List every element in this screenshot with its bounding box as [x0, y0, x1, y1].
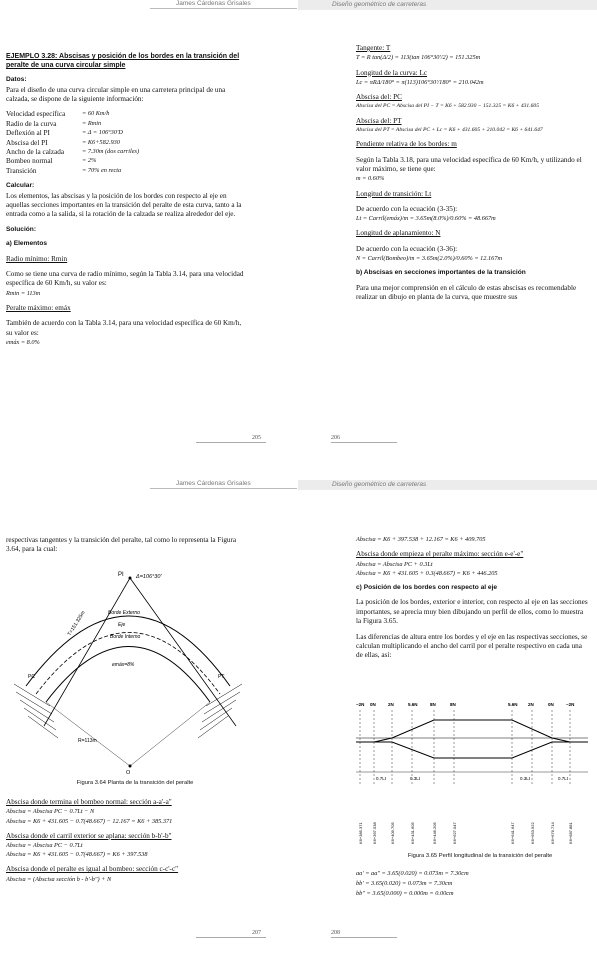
- section-b-paragraph: Para una mejor comprensión en el cálculo de estas abscisas es recomendable realizar un dibujo en planta de la curva, que muestre sus: [356, 283, 577, 302]
- section-a-formula-1: Abscisa = Abscisa PC − 0.7Lt − N: [6, 808, 95, 816]
- pc-formula: Abscisa del PC = Abscisa del PI − T = K6 + 582.930 − 151.325 = K6 + 431.605: [356, 103, 539, 110]
- figure-3-65-caption: Figura 3.65 Perfil longitudinal de la transición del peralte: [407, 853, 553, 859]
- datos-list: [6, 110, 246, 176]
- label-pi: PI: [118, 572, 124, 578]
- spread-bottom: [0, 480, 597, 960]
- section-e-formula-2: Abscisa = K6 + 431.605 + 0.3(48.667) = K6 + 446.205: [356, 569, 498, 577]
- section-b-heading: Abscisa donde el carril exterior se aplana: sección b-b'-b": [6, 831, 172, 840]
- footer-rule-left: [196, 442, 266, 443]
- abscisa-label: K6+627.047: [452, 822, 457, 844]
- header-author: James Cárdenas Grisales: [176, 0, 251, 7]
- pt-formula: Abscisa del PT = Abscisa del PC + Lc = K6 + 431.605 + 210.042 = K6 + 641.647: [356, 127, 543, 134]
- dato-row: Ancho de la calzada = 7.30m (dos carriles): [6, 147, 140, 156]
- pt-heading: Abscisa del: PT: [356, 116, 402, 125]
- header-book: Diseño geométrico de carreteras: [332, 1, 427, 8]
- aplanamiento-formula: N = Carril(Bombeo)/m = 3.65m(2.0%)/0.60% = 12.167m: [356, 255, 503, 263]
- equation-bb2: bb" = 3.65(0.000) = 0.000m = 0.00cm: [356, 890, 454, 898]
- radius-right: [130, 702, 210, 766]
- abscisa-label: K6+676.714: [550, 822, 555, 844]
- calcular-heading: Calcular:: [6, 181, 35, 189]
- header-rule-left: [150, 8, 297, 9]
- label-emax: emáx=8%: [112, 662, 135, 668]
- dato-row: Deflexión al PI = Δ = 106°30'D: [6, 129, 123, 138]
- longitud-curva-heading: Longitud de la curva: Lc: [356, 68, 428, 77]
- radio-paragraph: Como se tiene una curva de radio mínimo, según la Tabla 3.14, para una velocidad específica de 60 Km/h, su valor es:: [6, 270, 244, 288]
- dato-row: Radio de la curva = Rmin: [6, 119, 102, 128]
- outer-edge-profile: [356, 720, 588, 742]
- hatching-right: [198, 684, 242, 738]
- page-206-column: [356, 44, 590, 309]
- profile-figure: [352, 698, 592, 848]
- section-c-formula-2: Abscisa = K6 + 397.538 + 12.167 = K6 + 409.705: [356, 536, 486, 543]
- radius-left: [46, 702, 130, 766]
- section-a-formula-2: Abscisa = K6 + 431.605 − 0.7(48.667) − 12.167 = K6 + 385.371: [6, 817, 173, 825]
- center-point: [129, 765, 132, 768]
- peralte-formula: emáx = 8.0%: [6, 339, 40, 347]
- dato-row: Velocidad específica = 60 Km/h: [6, 110, 110, 119]
- datos-paragraph: Para el diseño de una curva circular simple en una carretera principal de una calzada, se dispone de la siguiente información:: [6, 85, 226, 104]
- top-label: 2N: [388, 702, 394, 707]
- radio-heading: Radio mínimo: Rmin: [6, 254, 68, 263]
- section-b-formula-1: Abscisa = Abscisa PC − 0.7Lt: [6, 842, 83, 850]
- page-208-bottom: [356, 870, 590, 905]
- label-tangent: T=151.325m: [66, 609, 87, 638]
- page-208-column: [356, 536, 590, 667]
- top-label: 8N: [450, 702, 456, 707]
- figure-3-64-caption: Figura 3.64 Planta de la transición del peralte: [76, 780, 194, 786]
- label-borde-externo: Borde Externo: [108, 610, 140, 616]
- pi-point: [129, 577, 132, 580]
- footer-rule-right: [331, 937, 397, 938]
- bordes-paragraph-1: La posición de los bordes, exterior e interior, con respecto al eje en las secciones importantes, se aprecia muy bien dibujando un perfil de ellos, como lo muestra la Figura 3.65.: [356, 598, 588, 626]
- abscisa-label: K6+431.605: [410, 822, 415, 844]
- page-207-bottom: [6, 798, 246, 890]
- solucion-heading: Solución:: [6, 225, 37, 233]
- section-e-heading: Abscisa donde empieza el peralte máximo: sección e-e'-e": [356, 550, 524, 559]
- plan-view-figure: [6, 566, 246, 776]
- abscisa-label: K6+641.647: [510, 822, 515, 844]
- top-label: 0N: [370, 702, 376, 707]
- page-number-208: 208: [331, 930, 340, 936]
- footer-rule-left: [196, 937, 266, 938]
- abscisa-label: K6+385.371: [358, 822, 363, 844]
- label-radius: R=113m: [78, 738, 97, 744]
- intro-paragraph: respectivas tangentes y la transición del peralte, tal como lo representa la Figura 3.64, para la cual:: [6, 536, 237, 554]
- abscisa-label: K6+409.705: [390, 822, 395, 844]
- page-number-205: 205: [252, 435, 261, 441]
- label-borde-interno: Borde Interno: [110, 634, 141, 640]
- header-author: James Cárdenas Grisales: [176, 480, 251, 487]
- transicion-formula: Lt = Carril(emáx)/m = 3.65m(8.0%)/0.60% = 48.667m: [356, 215, 496, 223]
- transicion-heading: Longitud de transición: Lt: [356, 189, 432, 198]
- label-delta: Δ=106°30': [136, 574, 162, 580]
- abscisa-labels: [358, 822, 573, 844]
- equation-aa: aa' = aa" = 3.65(0.020) = 0.073m = 7.30cm: [356, 870, 469, 877]
- radio-formula: Rmin = 113m: [6, 289, 41, 297]
- pendiente-heading: Pendiente relativa de los bordes: m: [356, 140, 457, 149]
- abscisa-label: K6+653.922: [530, 822, 535, 844]
- dato-row: Transición = 70% en recta: [6, 166, 122, 175]
- peralte-heading: Peralte máximo: emáx: [6, 304, 71, 312]
- top-label: 0N: [548, 702, 554, 707]
- pendiente-paragraph: Según la Tabla 3.18, para una velocidad específica de 60 Km/h, y utilizando el valor máximo, se tiene que:: [356, 155, 582, 174]
- section-b-heading: b) Abscisas en secciones importantes de la transición: [356, 269, 526, 277]
- longitud-curva-formula: Lc = πRΔ/180° = π(113)106°30'/180° = 210.042m: [356, 78, 484, 86]
- header-rule-left: [150, 488, 297, 489]
- equation-bb1: bb' = 3.65(0.020) = 0.073m = 7.30cm: [356, 880, 453, 888]
- peralte-paragraph: También de acuerdo con la Tabla 3.14, para una velocidad específica de 60 Km/h, su valor es:: [6, 319, 242, 337]
- label-eje: Eje: [118, 622, 126, 628]
- section-a-heading: a) Elementos: [6, 240, 48, 248]
- section-c-bordes-heading: c) Posición de los bordes con respecto al eje: [356, 583, 498, 591]
- abscisa-label: K6+446.205: [432, 822, 437, 844]
- abscisa-label: K6+687.881: [568, 822, 573, 844]
- top-labels: [356, 702, 574, 707]
- header-book: Diseño geométrico de carreteras: [332, 481, 427, 488]
- top-label: −2N: [356, 702, 365, 707]
- top-label: 5.6N: [508, 702, 518, 707]
- aplanamiento-heading: Longitud de aplanamiento: N: [356, 229, 441, 238]
- page-number-206: 206: [331, 435, 340, 441]
- hatching-left: [14, 684, 58, 738]
- bottom-label: 0.7Lt: [376, 776, 387, 781]
- label-center: O: [126, 770, 131, 776]
- label-pc: PC: [28, 674, 35, 680]
- bottom-label: 0.3Lt: [520, 776, 531, 781]
- pc-heading: Abscisa del: PC: [356, 93, 402, 102]
- tangent-line-right: [130, 578, 236, 726]
- transicion-paragraph: De acuerdo con la ecuación (3-35):: [356, 204, 458, 213]
- section-b-formula-2: Abscisa = K6 + 431.605 − 0.7(48.667) = K6 + 397.538: [6, 851, 148, 859]
- page-207-column: [6, 536, 246, 561]
- section-c-heading: Abscisa donde el peralte es igual al bombeo: sección c-c'-c": [6, 865, 179, 874]
- bottom-label: 0.7Lt: [558, 776, 569, 781]
- pendiente-formula: m = 0.60%: [356, 175, 385, 183]
- tangent-line-left: [44, 578, 130, 726]
- tangente-heading: Tangente: T: [356, 44, 391, 52]
- tangente-formula: T = R tan(Δ/2) = 113(tan 106°30'/2) = 151.325m: [356, 54, 481, 62]
- top-label: 8N: [430, 702, 436, 707]
- calcular-paragraph: Los elementos, las abscisas y la posición de los bordes con respecto al eje en aquellas secciones importantes en la transición del peralte de esta curva, tanto a la entrada como a la salida, si la rotación de la calzada se realiza alrededor del eje.: [6, 191, 242, 219]
- footer-rule-right: [331, 442, 397, 443]
- top-label: 5.6N: [408, 702, 418, 707]
- datos-heading: Datos:: [6, 76, 27, 84]
- section-c-formula-1: Abscisa = (Abscisa sección b - b'-b") + N: [6, 875, 112, 883]
- top-label: −2N: [566, 702, 575, 707]
- dato-row: Bombeo normal = 2%: [6, 157, 97, 166]
- page-205-column: [6, 52, 246, 353]
- inner-edge-profile: [356, 742, 588, 758]
- top-label: 2N: [528, 702, 534, 707]
- bottom-label: 0.3Lt: [410, 776, 421, 781]
- section-e-formula-1: Abscisa = Abscisa PC + 0.3Lt: [356, 560, 433, 568]
- dato-row: Abscisa del PI = K6+582.930: [6, 138, 120, 147]
- aplanamiento-paragraph: De acuerdo con la ecuación (3-36):: [356, 244, 458, 253]
- example-title: EJEMPLO 3.28: Abscisas y posición de los bordes en la transición del peralte de una curva circular simple: [6, 53, 240, 70]
- label-pt: PT: [218, 674, 225, 680]
- section-a-heading: Abscisa donde termina el bombeo normal: sección a-a'-a": [6, 798, 172, 806]
- abscisa-label: K6+397.538: [372, 822, 377, 844]
- page-number-207: 207: [252, 930, 261, 936]
- bordes-paragraph-2: Las diferencias de altura entre los bordes y el eje en las respectivas secciones, se calculan multiplicando el ancho del carril por el peralte respectivo en cada una de ellas, así:: [356, 632, 588, 660]
